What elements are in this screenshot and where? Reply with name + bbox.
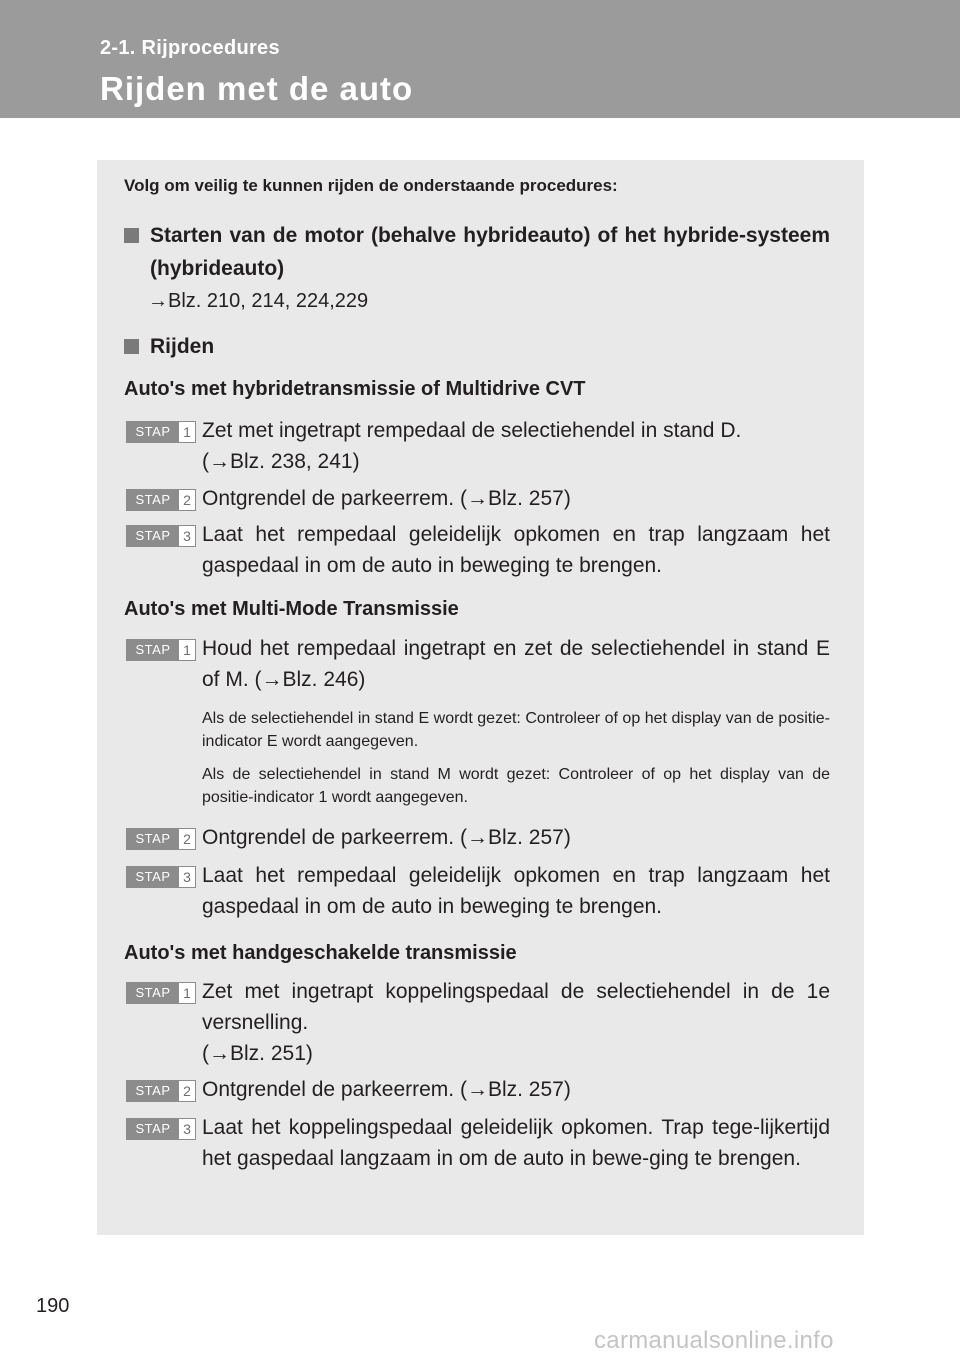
step-reference: (→Blz. 251) (202, 1042, 313, 1065)
start-engine-reference: →Blz. 210, 214, 224,229 (148, 290, 369, 312)
intro-text: Volg om veilig te kunnen rijden de onderstaande procedures: (124, 176, 618, 195)
chapter-header (0, 0, 960, 118)
page-number: 190 (36, 1295, 70, 1317)
step-text: Laat het koppelingspedaal geleidelijk opkomen. Trap tege-lijkertijd het gaspedaal langzaam in om de auto in bewe-ging te brengen. (202, 1116, 830, 1170)
step-badge-label: STAP (127, 867, 179, 887)
step-text: Zet met ingetrapt rempedaal de selectiehendel in stand D. (202, 419, 742, 442)
step-text: Ontgrendel de parkeerrem. (→Blz. 257) (202, 1078, 571, 1101)
step-badge-label: STAP (127, 829, 179, 849)
step-badge (126, 828, 196, 850)
step-badge-number: 2 (183, 492, 191, 508)
step-badge-label: STAP (127, 640, 179, 660)
step-badge (126, 982, 196, 1004)
step-item (126, 1112, 830, 1174)
step-item (126, 860, 830, 922)
step-badge (126, 1080, 196, 1102)
step-item (126, 822, 830, 853)
step-text: Laat het rempedaal geleidelijk opkomen en trap langzaam het gaspedaal in om de auto in beweging te brengen. (202, 864, 830, 918)
step-badge-number: 1 (183, 985, 191, 1001)
step-badge-number: 2 (183, 831, 191, 847)
step-item (126, 1074, 830, 1105)
step-badge-label: STAP (127, 1081, 179, 1101)
step-text: Houd het rempedaal ingetrapt en zet de selectiehendel in stand E of M. (→Blz. 246) (202, 637, 830, 691)
page-title: Rijden met de auto (100, 70, 414, 107)
step-item (126, 976, 830, 1069)
step-badge-label: STAP (127, 490, 179, 510)
step-item (126, 519, 830, 581)
step-badge-number: 1 (183, 424, 191, 440)
step-badge-label: STAP (127, 1119, 179, 1139)
step-badge-number: 2 (183, 1083, 191, 1099)
note-text: Als de selectiehendel in stand E wordt gezet: Controleer of op het display van de positie-indicator E wordt aangegeven. (202, 710, 830, 750)
step-badge (126, 421, 196, 443)
step-badge-number: 3 (183, 869, 191, 885)
step-text: Zet met ingetrapt koppelingspedaal de selectiehendel in de 1e versnelling. (202, 980, 830, 1034)
group-title-multimode: Auto's met Multi-Mode Transmissie (124, 598, 459, 620)
step-badge (126, 866, 196, 888)
driving-heading (124, 330, 830, 363)
step-badge (126, 489, 196, 511)
step-badge (126, 525, 196, 547)
step-badge-number: 3 (183, 1121, 191, 1137)
group-title-manual: Auto's met handgeschakelde transmissie (124, 942, 517, 964)
group-title-cvt: Auto's met hybridetransmissie of Multidrive CVT (124, 378, 586, 400)
watermark: carmanualsonline.info (594, 1327, 834, 1354)
section-label: 2-1. Rijprocedures (100, 37, 280, 59)
start-engine-heading-text: Starten van de motor (behalve hybrideauto) of het hybride-systeem (hybrideauto) (150, 224, 830, 280)
step-badge-number: 3 (183, 528, 191, 544)
step-text: Ontgrendel de parkeerrem. (→Blz. 257) (202, 826, 571, 849)
note-text: Als de selectiehendel in stand M wordt gezet: Controleer of op het display van de positie-indicator 1 wordt aangegeven. (202, 766, 830, 806)
step-text: Ontgrendel de parkeerrem. (→Blz. 257) (202, 487, 571, 510)
step-badge-number: 1 (183, 642, 191, 658)
step-badge-label: STAP (127, 526, 179, 546)
step-text: Laat het rempedaal geleidelijk opkomen en trap langzaam het gaspedaal in om de auto in beweging te brengen. (202, 523, 830, 577)
driving-heading-text: Rijden (150, 335, 215, 358)
start-engine-heading (124, 219, 830, 285)
step-badge (126, 1118, 196, 1140)
bullet-square-icon (124, 339, 139, 354)
step-reference: (→Blz. 238, 241) (202, 450, 360, 473)
step-badge-label: STAP (127, 422, 179, 442)
step-badge-label: STAP (127, 983, 179, 1003)
step-item (126, 483, 830, 514)
step-item (126, 633, 830, 695)
bullet-square-icon (124, 228, 139, 243)
step-badge (126, 639, 196, 661)
step-item (126, 415, 830, 477)
